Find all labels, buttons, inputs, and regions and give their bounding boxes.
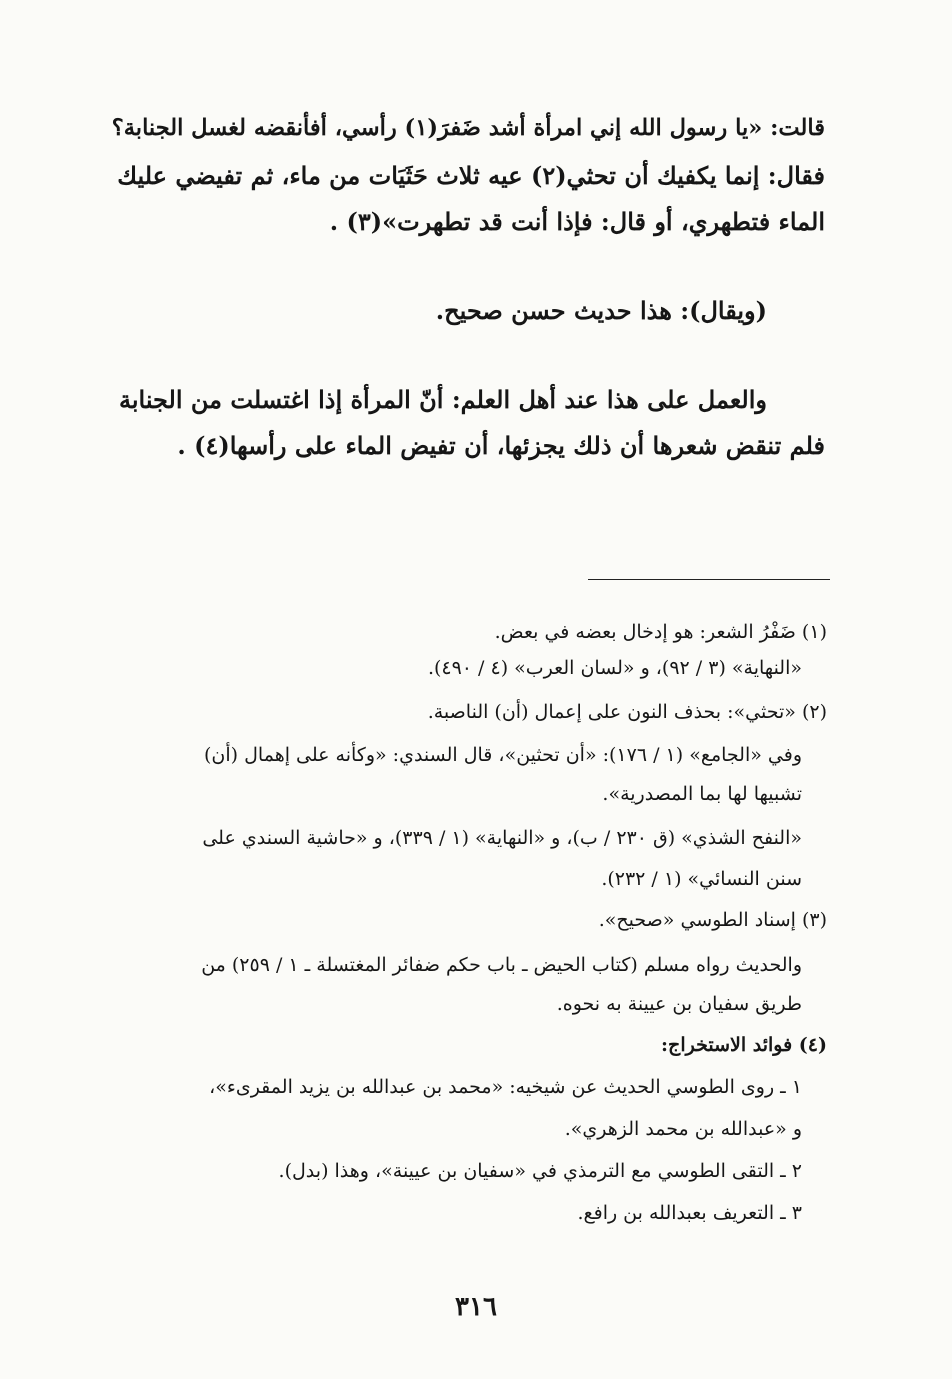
footnote-line: (٢) «تحثي»: بحذف النون على إعمال (أن) الناصبة. [427, 701, 827, 723]
footnote-line: طريق سفيان بن عيينة به نحوه. [556, 993, 802, 1015]
footnote-line: والحديث رواه مسلم (كتاب الحيض ـ باب حكم ضفائر المغتسلة ـ ١ / ٢٥٩) من [201, 954, 802, 976]
main-line: (ويقال): هذا حديث حسن صحيح. [435, 296, 767, 325]
footnote-line: سنن النسائي» (١ / ٢٣٢). [601, 868, 802, 890]
footnote-line: (٣) إسناد الطوسي «صحيح». [598, 909, 827, 931]
footnote-line: «النهاية» (٣ / ٩٢)، و «لسان العرب» (٤ / ٤٩٠). [427, 657, 802, 679]
footnote-heading: (٤) فوائد الاستخراج: [661, 1034, 827, 1056]
footnote-line: و «عبدالله بن محمد الزهري». [564, 1118, 802, 1140]
footnote-line: ١ ـ روى الطوسي الحديث عن شيخيه: «محمد بن عبدالله بن يزيد المقرىء»، [209, 1076, 802, 1098]
footnote-line: (١) ضَفْرُ الشعر: هو إدخال بعضه في بعض. [494, 621, 827, 643]
footnote-line: ٢ ـ التقى الطوسي مع الترمذي في «سفيان بن عيينة»، وهذا (بدل). [278, 1160, 802, 1182]
footnote-line: «النفح الشذي» (ق ٢٣٠ / ب)، و «النهاية» (١ / ٣٣٩)، و «حاشية السندي على [202, 827, 802, 849]
footnote-line: ٣ ـ التعريف بعبدالله بن رافع. [577, 1202, 802, 1224]
main-line: والعمل على هذا عند أهل العلم: أنّ المرأة إذا اغتسلت من الجنابة [118, 385, 767, 414]
main-line: قالت: «يا رسول الله إني امرأة أشد ضَفرَ(١) رأسي، أفأنقضه لغسل الجنابة؟ [111, 115, 825, 141]
main-line: فقال: إنما يكفيك أن تحثي(٢) عيه ثلاث حَثَيَات من ماء، ثم تفيضي عليك [117, 161, 825, 190]
footnote-line: تشبيها لها بما المصدرية». [602, 783, 802, 805]
page-number: ٣١٦ [455, 1292, 497, 1322]
main-line: الماء فتطهري، أو قال: فإذا أنت قد تطهرت»(٣) . [329, 207, 825, 236]
footnote-separator [588, 579, 830, 580]
footnote-line: وفي «الجامع» (١ / ١٧٦): «أن تحثين»، قال السندي: «وكأنه على إهمال (أن) [204, 744, 802, 766]
main-line: فلم تنقض شعرها أن ذلك يجزئها، أن تفيض الماء على رأسها(٤) . [177, 431, 825, 460]
